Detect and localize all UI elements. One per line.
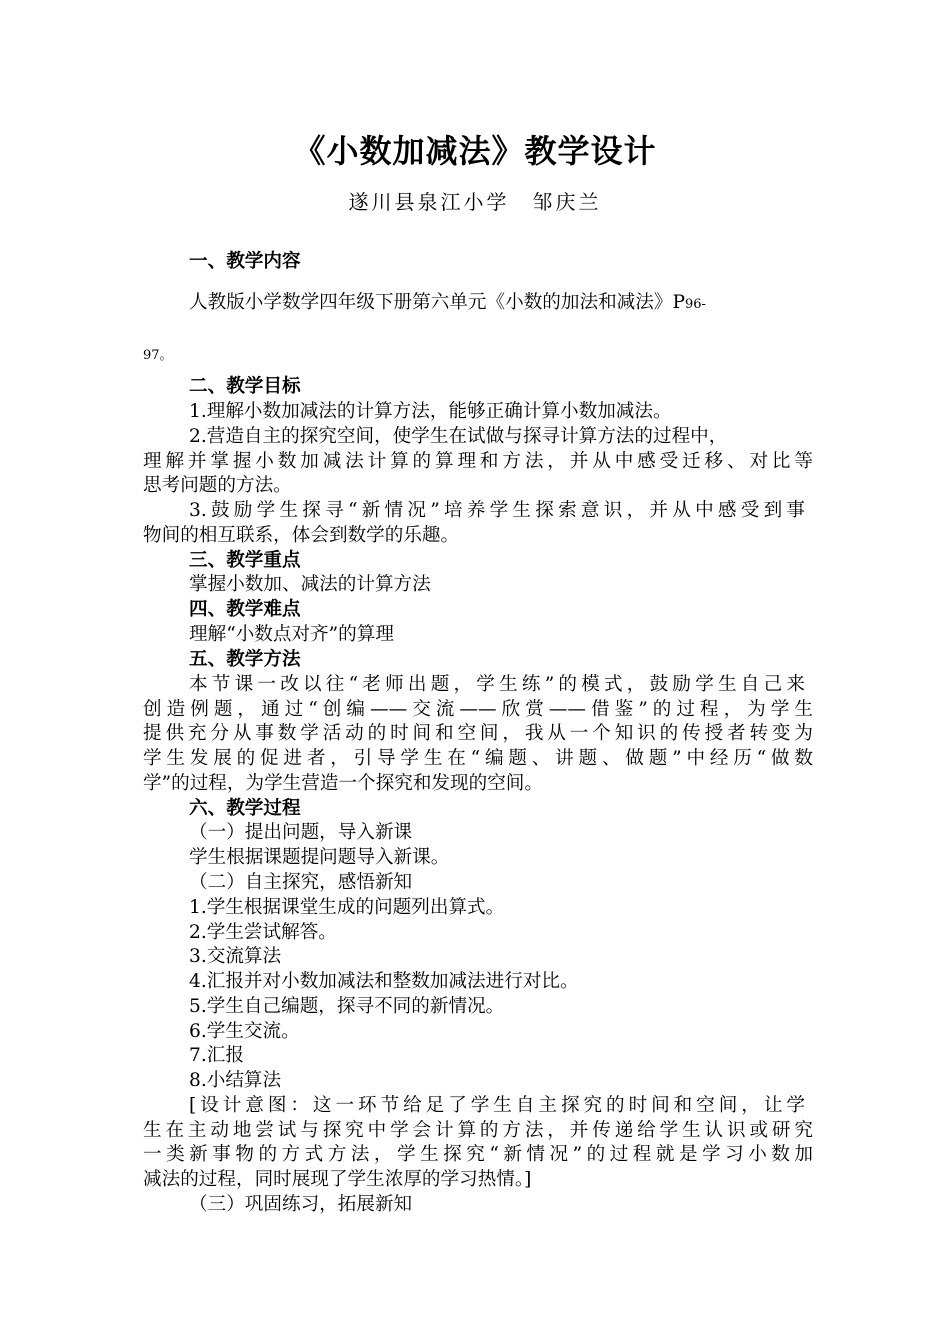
section-heading-key-points: 三、教学重点 xyxy=(189,550,301,571)
content-line-cont: 97。 xyxy=(143,348,173,363)
goal-3-line-1: 3.鼓励学生探寻“新情况”培养学生探索意识，并从中感受到事 xyxy=(189,500,805,521)
page-ref: 96- xyxy=(684,297,706,312)
design-intent-line-2: 生在主动地尝试与探究中学会计算的方法，并传递给学生认识或研究 xyxy=(143,1120,813,1141)
section-heading-difficulty: 四、教学难点 xyxy=(189,599,301,620)
method-line-4: 学生发展的促进者，引导学生在“编题、讲题、做题”中经历“做数 xyxy=(143,748,813,769)
key-point-text: 掌握小数加、减法的计算方法 xyxy=(189,574,431,595)
process-part-1-text: 学生根据课题提问题导入新课。 xyxy=(189,847,450,868)
process-step: 6.学生交流。 xyxy=(189,1021,300,1042)
process-step: 4.汇报并对小数加减法和整数加减法进行对比。 xyxy=(189,971,579,992)
process-step: 2.学生尝试解答。 xyxy=(189,922,337,943)
author-line: 遂川县泉江小学 邹庆兰 xyxy=(348,190,602,214)
process-step: 7.汇报 xyxy=(189,1045,244,1066)
goal-2-line-1: 2.营造自主的探究空间，使学生在试做与探寻计算方法的过程中， xyxy=(189,426,728,447)
goal-2-line-3: 思考问题的方法。 xyxy=(143,475,292,496)
goal-3-line-2: 物间的相互联系，体会到数学的乐趣。 xyxy=(143,525,460,546)
design-intent-line-4: 减法的过程，同时展现了学生浓厚的学习热情。] xyxy=(143,1169,532,1190)
section-heading-content: 一、教学内容 xyxy=(189,251,301,272)
section-heading-process: 六、教学过程 xyxy=(189,798,301,819)
process-step: 8.小结算法 xyxy=(189,1070,282,1091)
method-line-5: 学”的过程，为学生营造一个探究和发现的空间。 xyxy=(143,773,543,794)
goal-1: 1.理解小数加减法的计算方法，能够正确计算小数加减法。 xyxy=(189,401,672,422)
process-step: 1.学生根据课堂生成的问题列出算式。 xyxy=(189,897,505,918)
section-heading-goals: 二、教学目标 xyxy=(189,376,301,397)
section-heading-method: 五、教学方法 xyxy=(189,649,301,670)
method-line-2: 创造例题，通过“创编——交流——欣赏——借鉴”的过程，为学生 xyxy=(143,699,813,720)
process-part-1: （一）提出问题，导入新课 xyxy=(189,822,413,843)
design-intent-line-1: [设计意图：这一环节给足了学生自主探究的时间和空间，让学 xyxy=(189,1095,805,1116)
difficulty-text: 理解“小数点对齐”的算理 xyxy=(189,624,394,645)
process-part-3: （三）巩固练习，拓展新知 xyxy=(189,1194,413,1215)
design-intent-line-3: 一类新事物的方式方法，学生探究“新情况”的过程就是学习小数加 xyxy=(143,1144,813,1165)
goal-2-line-2: 理解并掌握小数加减法计算的算理和方法，并从中感受迁移、对比等 xyxy=(143,451,813,472)
content-text: 人教版小学数学四年级下册第六单元《小数的加法和减法》P xyxy=(189,292,685,313)
process-part-2: （二）自主探究，感悟新知 xyxy=(189,872,413,893)
method-line-3: 提供充分从事数学活动的时间和空间，我从一个知识的传授者转变为 xyxy=(143,723,813,744)
process-step: 5.学生自己编题，探寻不同的新情况。 xyxy=(189,996,505,1017)
process-step: 3.交流算法 xyxy=(189,946,282,967)
document-title: 《小数加减法》教学设计 xyxy=(293,132,657,170)
method-line-1: 本节课一改以往“老师出题，学生练”的模式，鼓励学生自己来 xyxy=(189,674,805,695)
content-line xyxy=(189,291,859,317)
